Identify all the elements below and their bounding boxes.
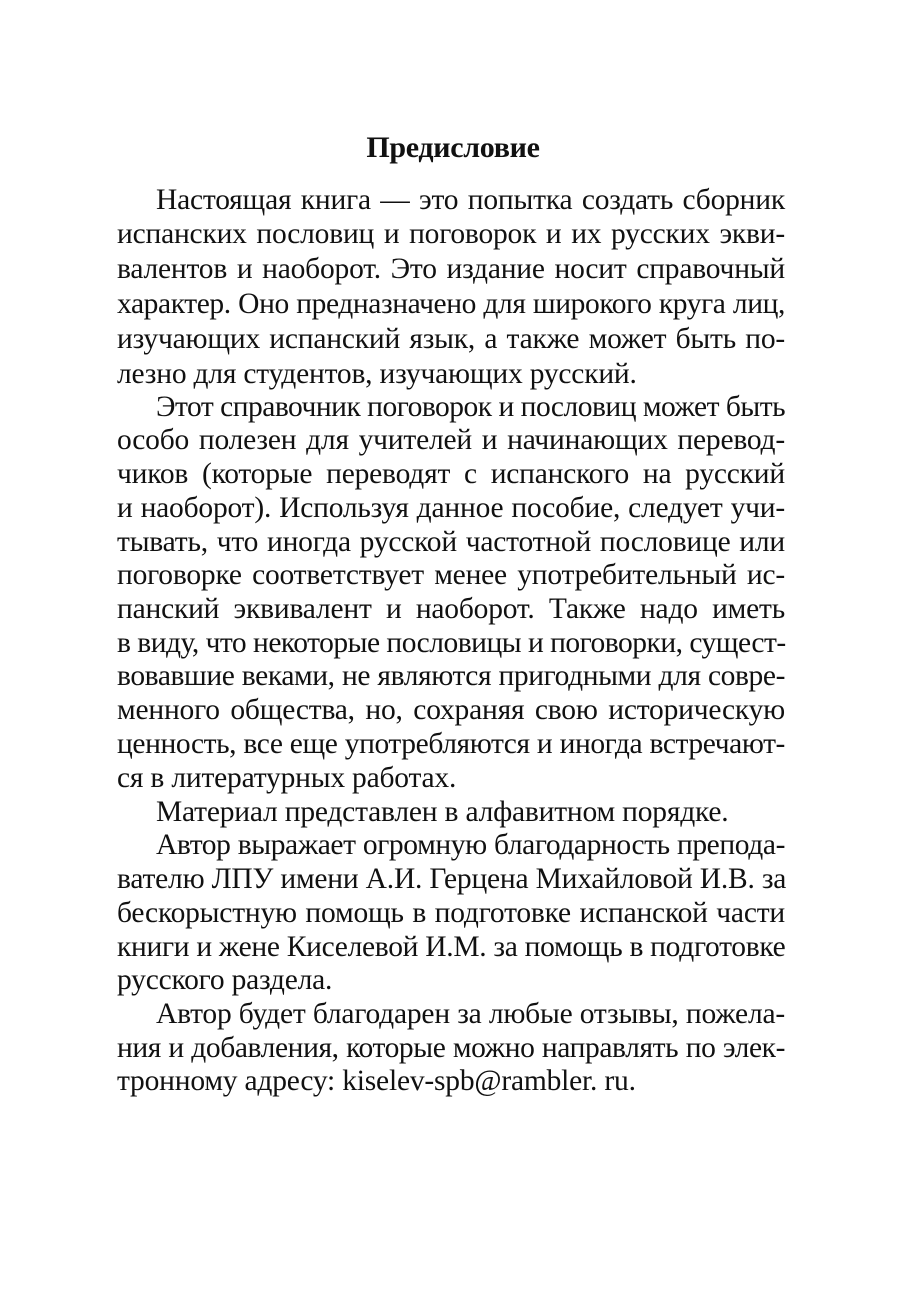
text-line: тронному адресу: kiselev-spb@rambler. ru.: [117, 1065, 636, 1097]
text-line: валентов и наоборот. Это издание носит справочный: [117, 253, 785, 285]
text-line: испанских пословиц и поговорок и их русских экви-: [117, 218, 785, 250]
text-line: бескорыстную помощь в подготовке испанской части: [117, 897, 785, 929]
text-line: характер. Оно предназначено для широкого круга лиц,: [117, 288, 785, 320]
text-line: особо полезен для учителей и начинающих перевод-: [117, 424, 785, 456]
text-line: Этот справочник поговорок и пословиц может быть: [156, 391, 786, 423]
text-line: Автор выражает огромную благодарность препода-: [156, 829, 785, 861]
text-line: Материал представлен в алфавитном порядке.: [156, 796, 729, 828]
text-line: ценность, все еще употребляются и иногда встречают-: [117, 728, 785, 760]
text-line: Настоящая книга — это попытка создать сборник: [156, 184, 785, 216]
text-line: поговорке соответствует менее употребительный ис-: [117, 559, 785, 591]
text-line: панский эквивалент и наоборот. Также надо иметь: [117, 593, 785, 625]
text-line: в виду, что некоторые пословицы и поговорки, сущест-: [117, 627, 786, 659]
text-line: русского раздела.: [117, 964, 333, 996]
text-line: Автор будет благодарен за любые отзывы, пожела-: [156, 998, 785, 1030]
text-line: ния и добавления, которые можно направлять по элек-: [117, 1032, 785, 1064]
text-line: книги и жене Киселевой И.М. за помощь в подготовке: [117, 931, 786, 963]
text-line: менного общества, но, сохраняя свою историческую: [117, 694, 785, 726]
text-line: вовавшие веками, не являются пригодными для совре-: [117, 660, 785, 692]
text-line: лезно для студентов, изучающих русский.: [117, 358, 637, 390]
text-line: вателю ЛПУ имени А.И. Герцена Михайловой И.В. за: [117, 863, 787, 895]
text-line: ся в литературных работах.: [117, 762, 457, 794]
text-line: изучающих испанский язык, а также может быть по-: [117, 323, 785, 355]
page-title: Предисловие: [366, 131, 540, 164]
text-line: тывать, что иногда русской частотной пословице или: [117, 526, 785, 558]
text-line: и наоборот). Используя данное пособие, следует учи-: [117, 492, 785, 524]
text-line: чиков (которые переводят с испанского на русский: [117, 458, 785, 490]
